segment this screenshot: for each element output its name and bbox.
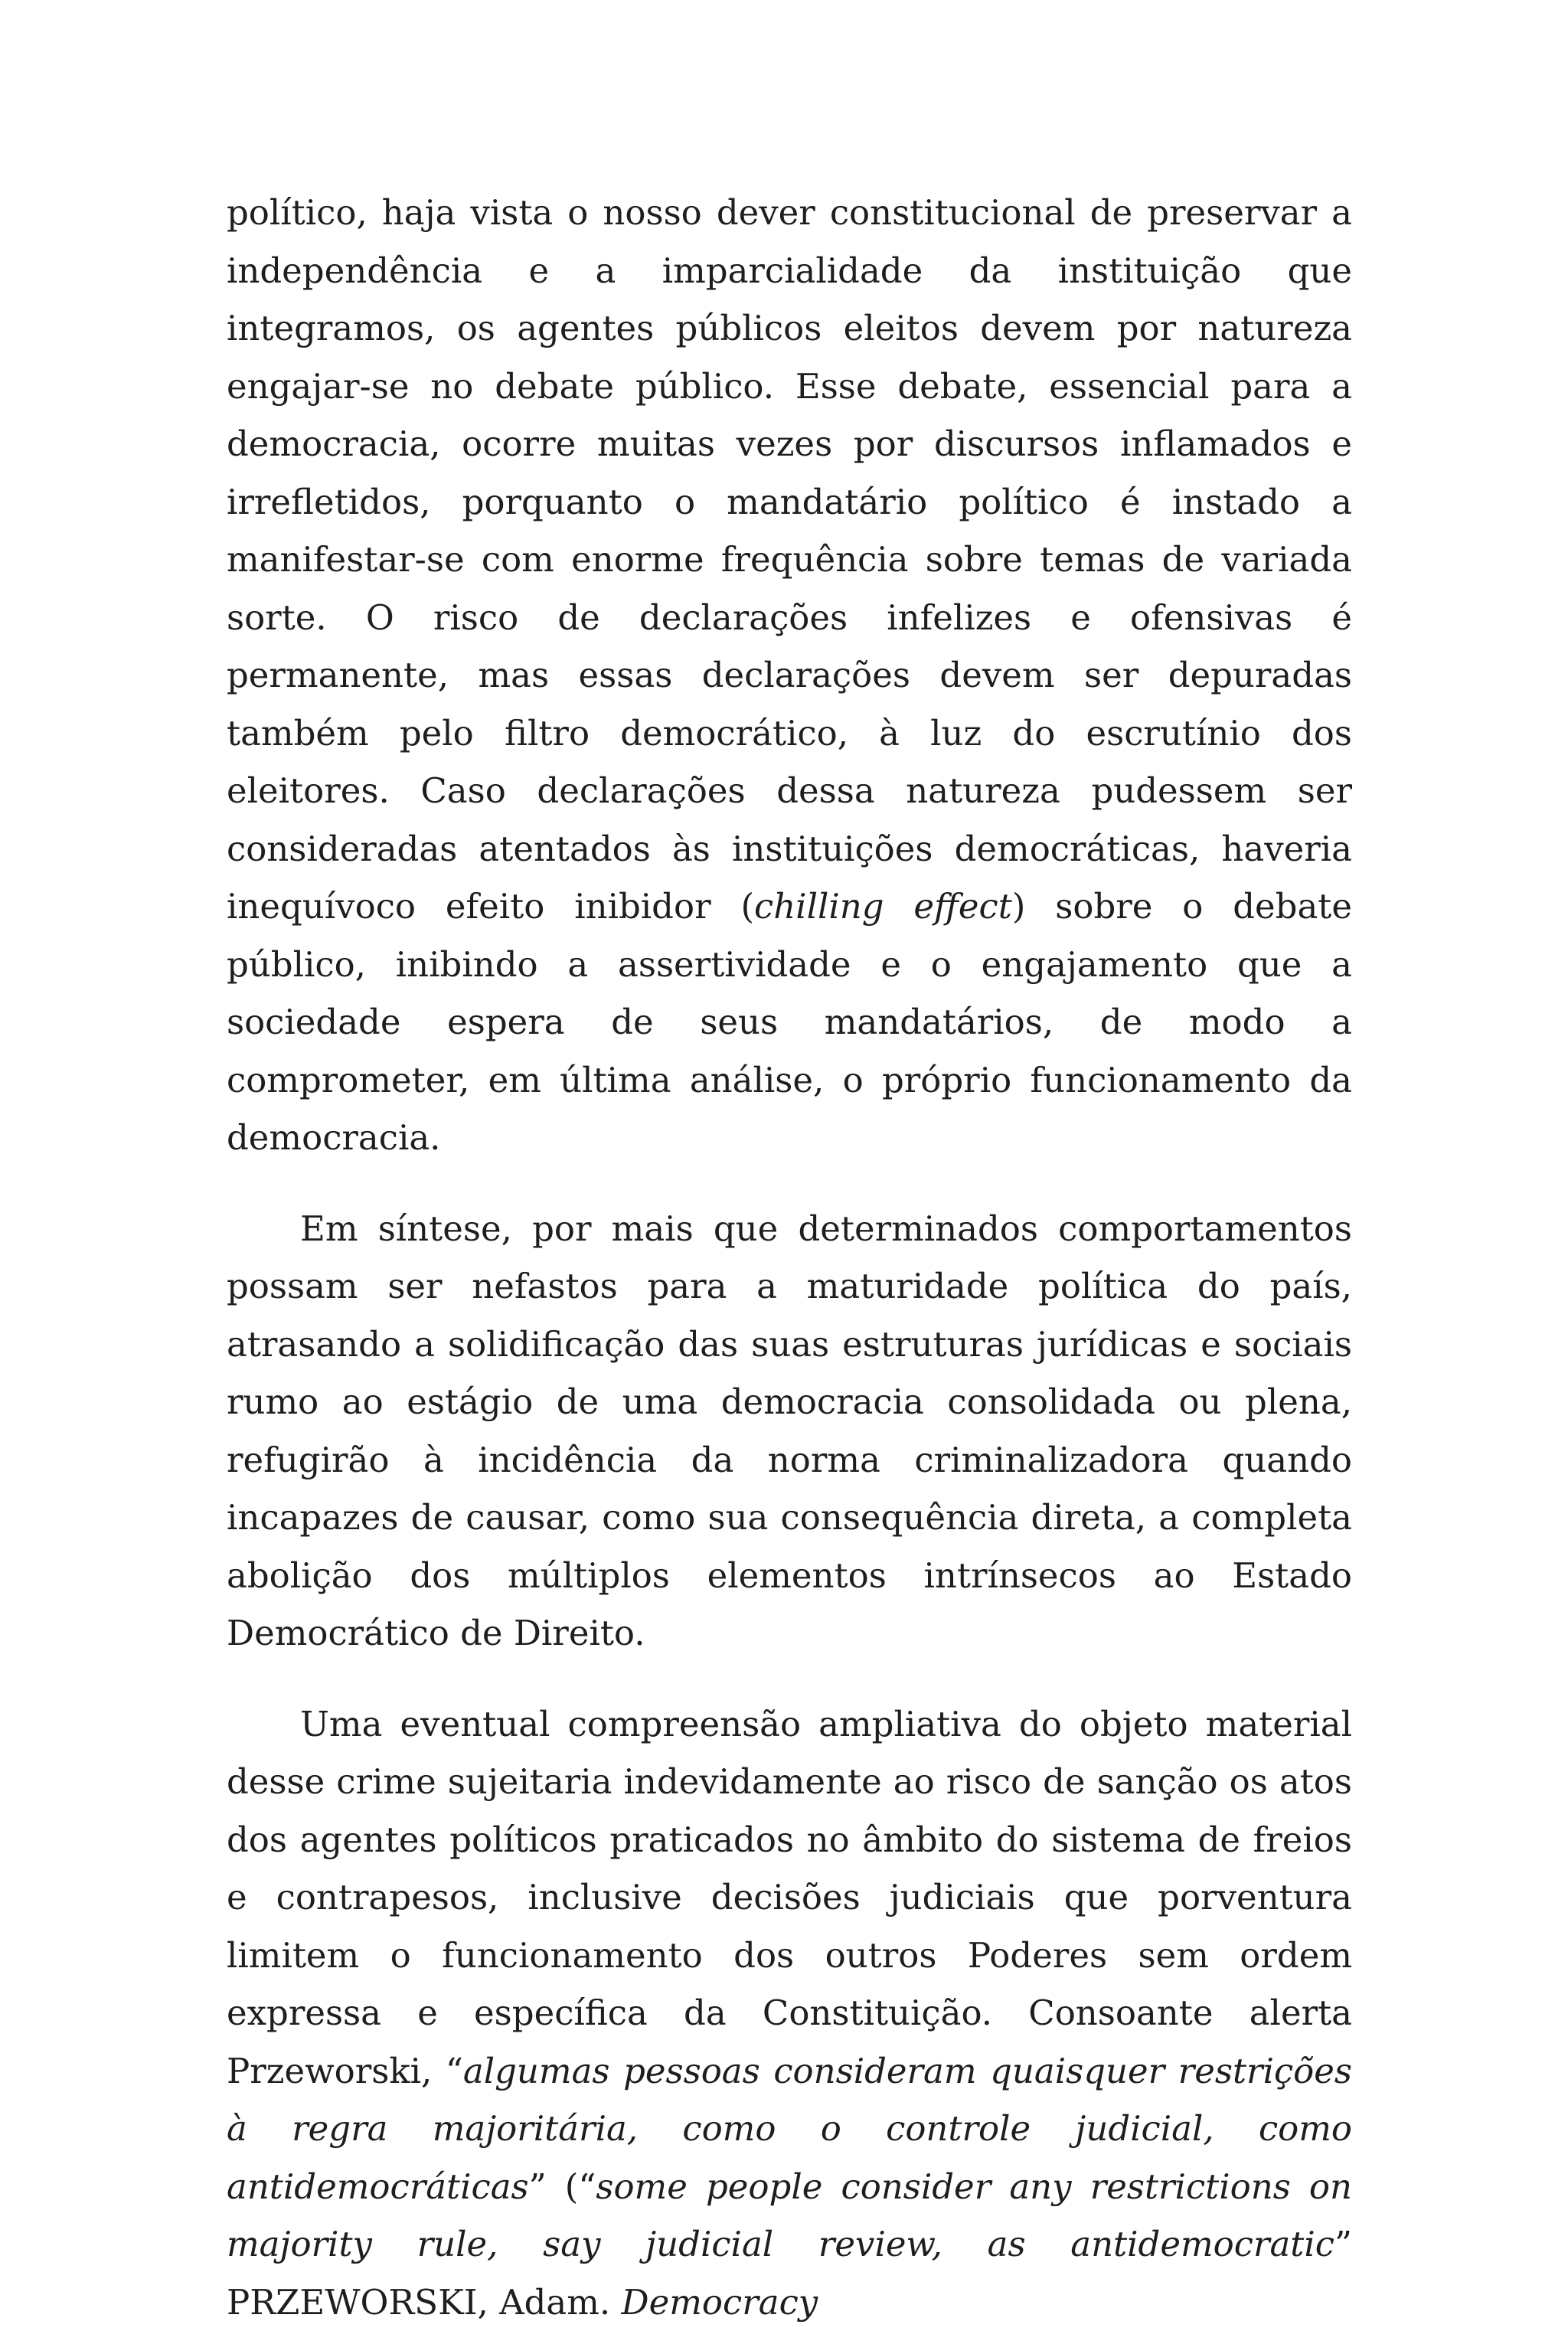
paragraph-3-citation: ” PRZEWORSKI, Adam. [227,2224,1352,2323]
paragraph-3-italic-quote-pt: algumas pessoas consideram quaisquer restrições à regra majoritária, como o controle judicial, como antidemocráticas [227,2051,1352,2207]
paragraph-3-italic-quote-en: some people consider any restrictions on majority rule, say judicial review, as antidemocratic [227,2166,1352,2265]
paragraph-3-italic-book-title: Democracy [622,2282,818,2323]
paragraph-1-text: político, haja vista o nosso dever constitucional de preservar a independência e a imparcialidade da instituição que integramos, os agentes públicos eleitos devem por natureza engajar-se no debate público. Esse debate, essencial para a democracia, ocorre muitas vezes por discursos inflamados e irrefletidos, porquanto o mandatário político é instado a manifestar-se com enorme frequência sobre temas de variada sorte. O risco de declarações infelizes e ofensivas é permanente, mas essas declarações devem ser depuradas também pelo filtro democrático, à luz do escrutínio dos eleitores. Caso declarações dessa natureza pudessem ser consideradas atentados às instituições democráticas, haveria inequívoco efeito inibidor ( [227,192,1352,927]
paragraph-przeworski [227,1695,1352,2331]
document-body [227,184,1352,2331]
paragraph-3-punctuation: ” (“ [529,2166,596,2207]
paragraph-1-text-end: ) sobre o debate público, inibindo a assertividade e o engajamento que a sociedade espera de seus mandatários, de modo a comprometer, em última análise, o próprio funcionamento da democracia. [227,886,1352,1158]
paragraph-3-text: Uma eventual compreensão ampliativa do objeto material desse crime sujeitaria indevidamente ao risco de sanção os atos dos agentes políticos praticados no âmbito do sistema de freios e contrapesos, inclusive decisões judiciais que porventura limitem o funcionamento dos outros Poderes sem ordem expressa e específica da Constituição. Consoante alerta Przeworski, “ [227,1704,1352,2091]
paragraph-1-italic-term: chilling effect [754,886,1012,927]
paragraph-synthesis [227,1200,1352,1662]
paragraph-continuation [227,184,1352,1167]
paragraph-2-text: Em síntese, por mais que determinados comportamentos possam ser nefastos para a maturidade política do país, atrasando a solidificação das suas estruturas jurídicas e sociais rumo ao estágio de uma democracia consolidada ou plena, refugirão à incidência da norma criminalizadora quando incapazes de causar, como sua consequência direta, a completa abolição dos múltiplos elementos intrínsecos ao Estado Democrático de Direito. [227,1208,1352,1654]
